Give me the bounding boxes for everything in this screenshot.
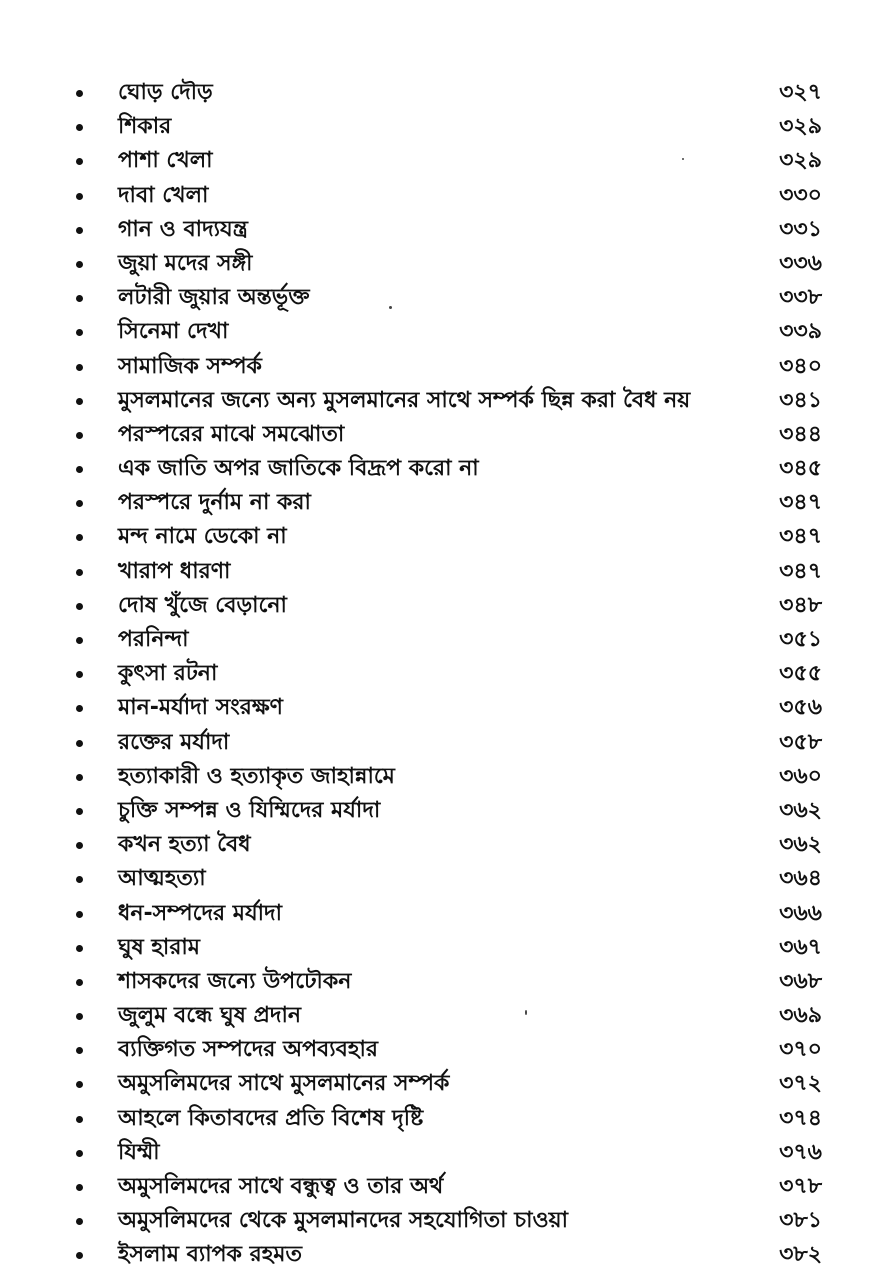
toc-entry-page-number: ৩২৯ bbox=[779, 148, 822, 174]
toc-entry bbox=[0, 760, 870, 794]
toc-entry bbox=[0, 144, 870, 178]
toc-entry-title: পরনিন্দা bbox=[118, 627, 189, 652]
toc-entry bbox=[0, 862, 870, 896]
bullet-icon bbox=[76, 90, 83, 97]
toc-entry-title: জুয়া মদের সঙ্গী bbox=[118, 250, 253, 276]
toc-entry-page-number: ৩৩৯ bbox=[779, 319, 822, 345]
toc-entry-title: দোষ খুঁজে বেড়ানো bbox=[118, 592, 287, 618]
toc-entry-page-number: ৩৮২ bbox=[779, 1242, 822, 1268]
toc-entry-page-number: ৩৬০ bbox=[779, 763, 822, 789]
bullet-icon bbox=[76, 842, 83, 849]
toc-entry bbox=[0, 418, 870, 452]
bullet-icon bbox=[76, 637, 83, 644]
toc-entry bbox=[0, 555, 870, 589]
toc-entry-title: রক্তের মর্যাদা bbox=[118, 729, 230, 755]
toc-entry-title: মান-মর্যাদা সংরক্ষণ bbox=[118, 695, 283, 721]
bullet-icon bbox=[76, 945, 83, 952]
toc-entry-page-number: ৩৩১ bbox=[779, 216, 822, 242]
bullet-icon bbox=[76, 671, 83, 678]
toc-entry-page-number: ৩২৭ bbox=[779, 80, 822, 105]
toc-entry-title: পরস্পরে দুর্নাম না করা bbox=[118, 490, 311, 516]
toc-entry bbox=[0, 1067, 870, 1101]
toc-entry bbox=[0, 1136, 870, 1170]
toc-entry-page-number: ৩৪৭ bbox=[779, 558, 822, 584]
toc-entry bbox=[0, 281, 870, 315]
toc-entry-title: লটারী জুয়ার অন্তর্ভূক্ত bbox=[118, 285, 310, 311]
print-speck bbox=[682, 158, 684, 160]
toc-entry bbox=[0, 726, 870, 760]
toc-entry-page-number: ৩৪৮ bbox=[779, 592, 822, 618]
toc-entry-title: আহলে কিতাবদের প্রতি বিশেষ দৃষ্টি bbox=[118, 1105, 424, 1131]
toc-entry-page-number: ৩৩০ bbox=[779, 182, 822, 208]
toc-entry bbox=[0, 315, 870, 349]
bullet-icon bbox=[76, 774, 83, 781]
bullet-icon bbox=[76, 1184, 83, 1191]
toc-entry-page-number: ৩৬৪ bbox=[779, 866, 822, 892]
toc-entry-page-number: ৩৬৮ bbox=[779, 968, 822, 994]
toc-entry-page-number: ৩৭৪ bbox=[779, 1105, 822, 1131]
bullet-icon bbox=[76, 534, 83, 541]
bullet-icon bbox=[76, 500, 83, 507]
toc-entry-page-number: ৩৫১ bbox=[779, 627, 822, 652]
toc-entry-page-number: ৩৮১ bbox=[779, 1208, 822, 1234]
toc-entry-page-number: ৩৫৬ bbox=[779, 695, 822, 721]
toc-entry bbox=[0, 794, 870, 828]
toc-entry-title: কুৎসা রটনা bbox=[118, 661, 218, 687]
toc-entry bbox=[0, 179, 870, 213]
toc-entry-title: ঘোড় দৌড় bbox=[118, 80, 213, 105]
toc-entry-title: আত্মহত্যা bbox=[118, 866, 206, 892]
bullet-icon bbox=[76, 364, 83, 371]
bullet-icon bbox=[76, 979, 83, 986]
print-speck bbox=[389, 306, 392, 309]
toc-entry bbox=[0, 1238, 870, 1272]
toc-entry-page-number: ৩৩৮ bbox=[779, 285, 822, 311]
bullet-icon bbox=[76, 1252, 83, 1259]
toc-entry bbox=[0, 999, 870, 1033]
toc-entry bbox=[0, 76, 870, 110]
bullet-icon bbox=[76, 227, 83, 234]
bullet-icon bbox=[76, 1150, 83, 1157]
toc-entry-title: জুলুম বন্ধে ঘুষ প্রদান bbox=[118, 1003, 301, 1029]
bullet-icon bbox=[76, 329, 83, 336]
bullet-icon bbox=[76, 398, 83, 405]
toc-entry bbox=[0, 828, 870, 862]
toc-entry bbox=[0, 1033, 870, 1067]
print-speck bbox=[525, 1010, 527, 1015]
toc-entry bbox=[0, 1170, 870, 1204]
toc-entry bbox=[0, 520, 870, 554]
toc-entry-title: চুক্তি সম্পন্ন ও যিম্মিদের মর্যাদা bbox=[118, 797, 381, 823]
toc-entry-title: পাশা খেলা bbox=[118, 148, 213, 174]
toc-entry-title: গান ও বাদ্যযন্ত্র bbox=[118, 216, 248, 242]
toc-entry-title: মুসলমানের জন্যে অন্য মুসলমানের সাথে সম্পর্ক ছিন্ন করা বৈধ নয় bbox=[118, 387, 691, 413]
toc-entry-page-number: ৩৪০ bbox=[779, 353, 822, 379]
toc-entry-title: অমুসলিমদের সাথে বন্ধুত্ব ও তার অর্থ bbox=[118, 1174, 444, 1199]
toc-entry-title: যিম্মী bbox=[118, 1139, 160, 1165]
toc-entry-title: সামাজিক সম্পর্ক bbox=[118, 353, 262, 379]
toc-entry bbox=[0, 589, 870, 623]
toc-entry-page-number: ৩৫৮ bbox=[779, 729, 822, 755]
toc-entry-title: ইসলাম ব্যাপক রহমত bbox=[118, 1242, 302, 1268]
toc-entry bbox=[0, 350, 870, 384]
toc-entry-page-number: ৩৬২ bbox=[779, 797, 822, 823]
toc-entry-title: শাসকদের জন্যে উপঢৌকন bbox=[118, 968, 352, 994]
bullet-icon bbox=[76, 432, 83, 439]
bullet-icon bbox=[76, 705, 83, 712]
toc-entry bbox=[0, 691, 870, 725]
bullet-icon bbox=[76, 1218, 83, 1225]
toc-entry-page-number: ৩৬২ bbox=[779, 832, 822, 858]
toc-entry-page-number: ৩৭২ bbox=[779, 1071, 822, 1097]
toc-entry-title: এক জাতি অপর জাতিকে বিদ্রূপ করো না bbox=[118, 456, 479, 482]
toc-list bbox=[0, 76, 870, 1273]
toc-entry-title: হত্যাকারী ও হত্যাকৃত জাহান্নামে bbox=[118, 763, 395, 789]
toc-entry-page-number: ৩৬৯ bbox=[779, 1003, 822, 1029]
toc-entry bbox=[0, 110, 870, 144]
bullet-icon bbox=[76, 466, 83, 473]
toc-entry bbox=[0, 1102, 870, 1136]
toc-entry-title: ধন-সম্পদের মর্যাদা bbox=[118, 900, 282, 926]
toc-entry-page-number: ৩৬৬ bbox=[779, 900, 822, 926]
toc-entry-title: খারাপ ধারণা bbox=[118, 558, 231, 584]
bullet-icon bbox=[76, 158, 83, 165]
toc-entry bbox=[0, 213, 870, 247]
toc-entry-page-number: ৩৪৪ bbox=[779, 421, 822, 447]
toc-entry-page-number: ৩৩৬ bbox=[779, 250, 822, 276]
bullet-icon bbox=[76, 124, 83, 131]
toc-entry-page-number: ৩৭৮ bbox=[779, 1174, 822, 1199]
toc-entry-title: শিকার bbox=[118, 114, 172, 140]
toc-entry-title: অমুসলিমদের সাথে মুসলমানের সম্পর্ক bbox=[118, 1071, 450, 1097]
toc-entry-page-number: ৩৬৭ bbox=[779, 934, 822, 960]
toc-entry-title: কখন হত্যা বৈধ bbox=[118, 832, 251, 858]
bullet-icon bbox=[76, 603, 83, 610]
toc-entry-title: ব্যক্তিগত সম্পদের অপব্যবহার bbox=[118, 1037, 378, 1063]
bullet-icon bbox=[76, 911, 83, 918]
toc-entry bbox=[0, 1204, 870, 1238]
bullet-icon bbox=[76, 193, 83, 200]
toc-entry-page-number: ৩৫৫ bbox=[779, 661, 822, 687]
toc-entry-page-number: ৩২৯ bbox=[779, 114, 822, 140]
toc-entry-title: ঘুষ হারাম bbox=[118, 934, 201, 960]
toc-entry bbox=[0, 452, 870, 486]
toc-entry bbox=[0, 623, 870, 657]
bullet-icon bbox=[76, 1116, 83, 1123]
toc-entry-title: অমুসলিমদের থেকে মুসলমানদের সহযোগিতা চাওয়া bbox=[118, 1208, 568, 1234]
toc-entry-page-number: ৩৪৫ bbox=[779, 456, 822, 482]
toc-entry-title: মন্দ নামে ডেকো না bbox=[118, 524, 287, 550]
bullet-icon bbox=[76, 1013, 83, 1020]
toc-entry bbox=[0, 657, 870, 691]
toc-entry-page-number: ৩৪১ bbox=[779, 387, 822, 413]
toc-entry-page-number: ৩৪৭ bbox=[779, 490, 822, 516]
bullet-icon bbox=[76, 1047, 83, 1054]
bullet-icon bbox=[76, 1081, 83, 1088]
toc-entry-title: দাবা খেলা bbox=[118, 182, 209, 208]
toc-entry-page-number: ৩৪৭ bbox=[779, 524, 822, 550]
toc-entry-page-number: ৩৭৬ bbox=[779, 1139, 822, 1165]
toc-entry bbox=[0, 897, 870, 931]
toc-entry bbox=[0, 247, 870, 281]
bullet-icon bbox=[76, 740, 83, 747]
toc-entry bbox=[0, 486, 870, 520]
bullet-icon bbox=[76, 261, 83, 268]
toc-entry bbox=[0, 965, 870, 999]
toc-entry bbox=[0, 384, 870, 418]
bullet-icon bbox=[76, 295, 83, 302]
bullet-icon bbox=[76, 808, 83, 815]
bullet-icon bbox=[76, 569, 83, 576]
toc-entry bbox=[0, 931, 870, 965]
bullet-icon bbox=[76, 876, 83, 883]
toc-entry-page-number: ৩৭০ bbox=[779, 1037, 822, 1063]
toc-entry-title: পরস্পরের মাঝে সমঝোতা bbox=[118, 421, 345, 447]
toc-entry-title: সিনেমা দেখা bbox=[118, 319, 229, 345]
